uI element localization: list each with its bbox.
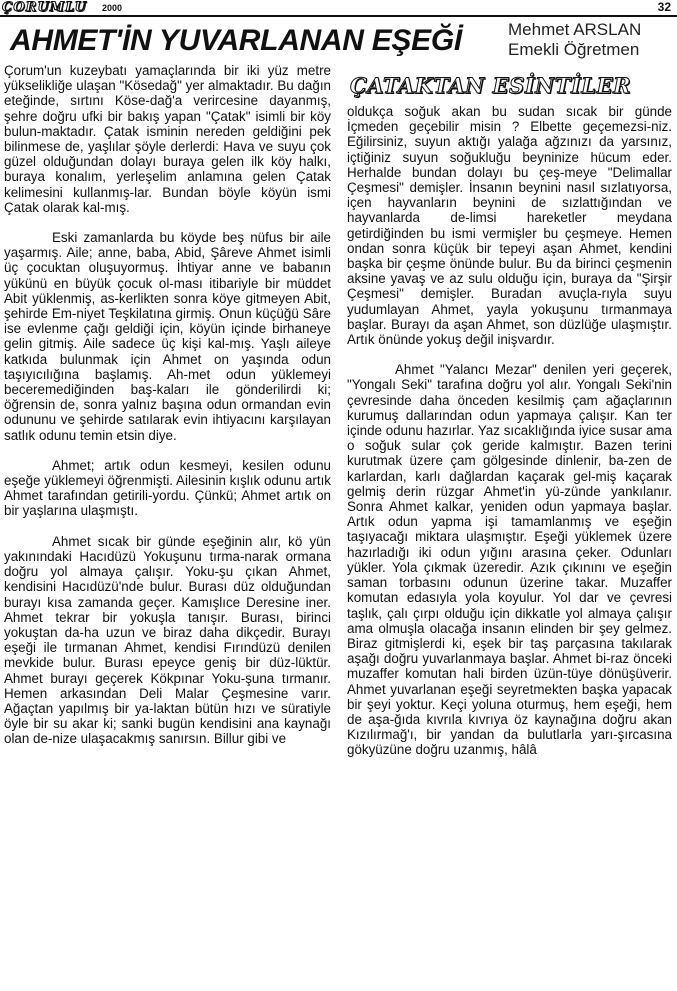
author-block — [508, 20, 641, 60]
paragraph: Ahmet sıcak bir günde eşeğinin alır, kö yün yakınındaki Hacıdüzü Yokuşunu tırma-narak ormana doğru yol almaya çalışır. Yoku-şu çıkan Ahmet, kendisini Hacıdüzü'nde bulur. Burası düz olduğundan burayı kısa zamanda geçer. Kamışlıce Deresine iner. Ahmet tekrar bir yokuşla tanışır. Burası, birinci yokuştan da-ha uzun ve biraz daha dikçedir. Burayı eşeği ile tırmanan Ahmet, kendisi Fırındüzü denilen mevkide bulur. Burası epeyce geniş bir düz-lüktür. Ahmet burayı geçerek Kökpınar Yoku-şuna tırmanır. Hemen arkasından Deli Malar Çeşmesine varır. Ağaçtan yapılmış bir ya-laktan bütün hızı ve süratiyle öyle bir su akar ki; sanki bugün kendisini ana kaynağı olan de-nize ulaşacakmış sanırsın. Billur gibi ve — [4, 533, 331, 747]
paragraph: Ahmet "Yalancı Mezar" denilen yeri geçerek, "Yongalı Seki" tarafına doğru yol alır. Yongalı Seki'nin çevresinde daha önceden kesilmiş çam ağaçlarının kurumuş dallarından odun yapmaya çalışır. Kan ter içinde odunu hazırlar. Yaz sıcaklığında iyice susar ama o soğuk sular çok geride kalmıştır. Bazen terini kurutmak üzere çam gölgesinde dinlenir, ba-zen de karlardan, karlı dağlardan kaçarak gel-miş kaçarak gelmiş derin rüzgar Ahmet'in yü-zünde yankılanır. Sonra Ahmet kalkar, yeniden odun yapmaya başlar. Artık odun yapma işi tamamlanmış ve eşeğin taşıyacağı miktara ulaşmıştır. Eşeği yüklemek üzere hazırladığı iki odun yığını arasına çeker. Odunları yükler. Yola çıkmak üzeredir. Azık çıkınını ve eşeğin saman torbasını odunun üzerine takar. Muzaffer komutan edasıyla yola koyulur. Yol dar ve çevresi taşlık, çalı çırpı olduğu için dikkatle yol almaya çalışır ama olmuşla olacağa insanın elinden bir şey gelmez. Biraz gitmişlerdi ki, eşek bir taş parçasına takılarak aşağı doğru yuvarlanmaya başlar. Ahmet bi-raz önceki muzaffer komutan hali birden üzün-tüye dönüşüverir. Ahmet yuvarlanan eşeği seyretmekten başka yapacak bir şeyi yoktur. Keçi yoluna oturmuş, hem eşeği, hem de aşa-ğıda kıvrıla kıvrıya öz kaynağına doğru akan Kızılırmağ'ı, bir yandan da bulutlarla yarı-şırcasına gökyüzüne doğru uzanmış, hâlâ — [347, 362, 672, 758]
magazine-logo: ÇORUMLU — [2, 0, 87, 15]
paragraph: Eski zamanlarda bu köyde beş nüfus bir aile yaşarmış. Aile; anne, baba, Abid, Şâreve Ahmet isimli üç çocuktan oluşuyormuş. İhtiyar anne ve babanın yükünü en büyük çocuk ol-ması itibariyle bir müddet Abit yüklenmiş, as-kerlikten sonra köye gitmeyen Abit, şehirde Em-niyet Teşkilatına girmiş. Onun küçüğü Sâre ise evlenme çağı geldiği için, köyün içinde birhaneye gelin gitmiş. Aile sadece üç kişi kal-mış. Yaşlı aileye katkıda bulunmak için Ahmet on yaşında odun taşıyıcılığına başlamış. Ah-met odun yüklemeyi beceremediğinden baş-kaları ile gönderilirdi ki; öğrensin de, sonra yalnız başına odun ormandan evin odununu ve şehirde satılarak evin ihtiyacını karşılayan satlık odunu temin etsin diye. — [4, 230, 331, 443]
header-divider — [0, 15, 677, 17]
issue-year: 2000 — [102, 3, 123, 13]
paragraph: oldukça soğuk akan bu sudan sıcak bir günde İçmeden geçebilir misin ? Elbette geçemezsi-niz. Eğilirsiniz, suyun aktığı yalağa ağzınızı da yarsınız, içtiğiniz suyun soğukluğu beyninize hücum eder. Herhalde bundan dolayı bu çeş-meye "Delimallar Çeşmesi" demişler. İnsanın beynini nasıl sızlatıyorsa, içen hayvanların beynini de sızlattığından ve hayvanlarda de-limsi hareketler meydana getirdiğinden bu ismi vermişler bu çeşmeye. Hemen ondan sonra küçük bir tepeyi aşan Ahmet, kendini başka bir çeşme önünde bulur. Bu da birinci çeşmenin aksine yavaş ve az sulu olduğu için, buraya da "Şirşir Çeşmesi" demişler. Buradan avuçla-rıyla suyu yudumlayan Ahmet, yayla yokuşunu tırmanmaya başlar. Burayı da aşan Ahmet, son düzlüğe ulaşmıştır. Artık önünde yokuş değil inişvardır. — [347, 104, 672, 348]
left-text-column — [4, 63, 331, 747]
paragraph: Ahmet; artık odun kesmeyi, kesilen odunu eşeğe yüklemeyi öğrenmişti. Ailesinin kışlık odunu artık Ahmet tarafından getirili-yordu. Çünkü; Ahmet artık on bir yaşlarına ulaşmıştı. — [4, 457, 331, 519]
paragraph: Çorum'un kuzeybatı yamaçlarında bir iki yüz metre yükselikliğe ulaşan "Kösedağ" yer almaktadır. Bu dağın eteğinde, sırtını Köse-dağ'a verircesine dayanmış, şehre doğru ufki bir bakış yapan "Çatak" isimli bir köy bulun-maktadır. Çatak isminin nereden geldiğini pek bilinmese de, yaşlılar şöyle derlerdi: Hava ve suyu çok güzel olduğundan dolayı buraya gelen ilk köy halkı, buraya konalım, yerleşelim anlamına gelen Çatak kelimesini kullanmış-lar. Bundan böyle köyün ismi Çatak olarak kal-mış. — [4, 63, 331, 215]
section-title: ÇATAKTAN ESİNTİLER — [350, 73, 632, 98]
page-header — [0, 0, 677, 16]
author-role: Emekli Öğretmen — [508, 40, 640, 59]
right-text-column — [347, 104, 672, 758]
author-name: Mehmet ARSLAN — [508, 20, 642, 39]
page-number: 32 — [657, 0, 671, 14]
article-title: AHMET'İN YUVARLANAN EŞEĞİ — [10, 24, 462, 57]
